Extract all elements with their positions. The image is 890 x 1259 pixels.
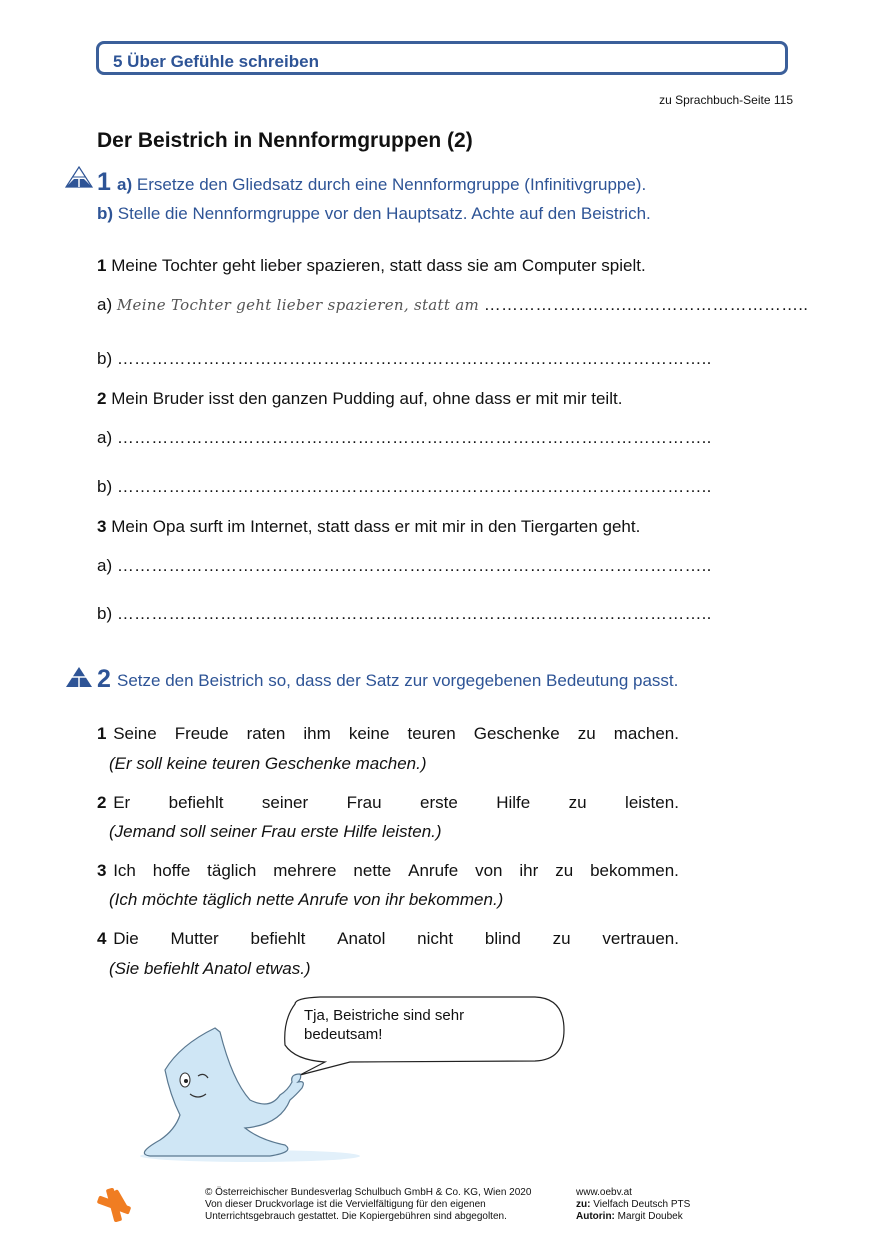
sentence-word: nette [353, 861, 392, 880]
sentence-word: Freude [174, 724, 229, 743]
sentence-word: Geschenke [473, 724, 560, 743]
sentence-word: leisten. [625, 793, 679, 812]
chapter-title: 5 Über Gefühle schreiben [113, 52, 319, 71]
task1-item-1-answer-a[interactable] [97, 295, 808, 315]
item-number: 3 [97, 517, 107, 536]
answer-dots: ………………………………………………………………………………………….. [116, 556, 712, 575]
answer-label: b) [97, 349, 113, 368]
chapter-header [96, 41, 788, 75]
task1-item-2-answer-b[interactable] [97, 477, 712, 497]
task2-item-2-explanation: (Jemand soll seiner Frau erste Hilfe leisten.) [109, 822, 442, 841]
task2-item-1-explanation: (Er soll keine teuren Geschenke machen.) [109, 754, 427, 773]
task2-item-3-explanation: (Ich möchte täglich nette Anrufe von ihr bekommen.) [109, 890, 504, 909]
item-number: 4 [97, 929, 107, 948]
task2-item-4-explanation: (Sie befiehlt Anatol etwas.) [109, 959, 311, 978]
item-sentence: Mein Bruder isst den ganzen Pudding auf, ohne dass er mit mir teilt. [111, 389, 623, 408]
answer-dots: ………………………………………………………………………………………….. [116, 428, 712, 447]
sentence-word: befiehlt [168, 793, 224, 812]
copyright-line: © Österreichischer Bundesverlag Schulbuch GmbH & Co. KG, Wien 2020 [205, 1187, 532, 1198]
task1-number: 1 [97, 168, 111, 196]
item-number: 3 [97, 861, 107, 880]
task2-item-2-sentence[interactable] [97, 793, 679, 813]
author-value: Margit Doubek [617, 1211, 683, 1222]
sentence-word: ihr [519, 861, 539, 880]
speech-bubble-text: Tja, Beistriche sind sehr bedeutsam! [304, 1007, 465, 1043]
sentence-word: zu [555, 861, 574, 880]
zu-label: zu: [576, 1199, 591, 1210]
answer-label: a) [97, 295, 113, 314]
task1-item-2-sentence [97, 389, 622, 409]
difficulty-filled-triangle-icon [65, 666, 93, 688]
task1-instruction-a [117, 175, 646, 195]
sentence-word: ihm [303, 724, 331, 743]
task1-item-1-sentence [97, 256, 646, 276]
sentence-word: zu [552, 929, 571, 948]
copyright-line: Von dieser Druckvorlage ist die Vervielfältigung für den eigenen [205, 1199, 486, 1210]
sentence-word: 3 Ich [97, 861, 136, 880]
copyright-line: Unterrichtsgebrauch gestattet. Die Kopiergebühren sind abgegolten. [205, 1211, 507, 1222]
sentence-word: erste [420, 793, 458, 812]
sentence-word: 4 Die [97, 929, 139, 948]
task1-item-2-answer-a[interactable] [97, 428, 712, 448]
mascot-figure [144, 1028, 303, 1156]
item-sentence: Meine Tochter geht lieber spazieren, statt dass sie am Computer spielt. [111, 256, 646, 275]
footer-publisher-info [576, 1187, 690, 1223]
sentence-word: von [475, 861, 503, 880]
item-number: 1 [97, 724, 107, 743]
task1-item-1-answer-b[interactable] [97, 349, 712, 369]
zu-value: Vielfach Deutsch PTS [593, 1199, 691, 1210]
task2-item-4-sentence[interactable] [97, 929, 679, 949]
item-number: 2 [97, 793, 107, 812]
task1-a-label: a) [117, 175, 133, 194]
handwritten-answer: Meine Tochter geht lieber spazieren, statt am [116, 296, 480, 314]
sentence-word: raten [246, 724, 286, 743]
sentence-word: seiner [261, 793, 309, 812]
task1-instruction-b [97, 204, 651, 224]
task2-item-3-sentence[interactable] [97, 861, 679, 881]
sentence-word: zu [568, 793, 587, 812]
answer-dots: ………………………………………………………………………………………….. [116, 477, 712, 496]
answer-dots: ………………………………………………………………………………………….. [116, 604, 712, 623]
task2-number: 2 [97, 665, 111, 693]
sentence-word: Mutter [170, 929, 219, 948]
task1-item-3-answer-b[interactable] [97, 604, 712, 624]
footer-copyright [205, 1187, 531, 1223]
answer-label: a) [97, 556, 113, 575]
author-label: Autorin: [576, 1211, 615, 1222]
sentence-word: blind [484, 929, 521, 948]
item-number: 2 [97, 389, 107, 408]
sentence-word: vertrauen. [602, 929, 679, 948]
answer-label: a) [97, 428, 113, 447]
oebv-logo-icon [96, 1186, 132, 1224]
task2-instruction: Setze den Beistrich so, dass der Satz zur vorgegebenen Bedeutung passt. [117, 671, 679, 690]
sentence-word: Frau [346, 793, 382, 812]
page-reference: zu Sprachbuch-Seite 115 [659, 93, 793, 107]
difficulty-outline-triangle-icon [65, 166, 93, 188]
sentence-word: Anatol [337, 929, 386, 948]
sentence-word: teuren [407, 724, 456, 743]
sentence-word: Anrufe [408, 861, 459, 880]
task1-b-text: Stelle die Nennformgruppe vor den Hauptsatz. Achte auf den Beistrich. [117, 204, 651, 223]
task1-a-text: Ersetze den Gliedsatz durch eine Nennformgruppe (Infinitivgruppe). [136, 175, 647, 194]
task2-item-1-sentence[interactable] [97, 724, 679, 744]
item-number: 1 [97, 256, 107, 275]
sentence-word: zu [577, 724, 596, 743]
task1-item-3-sentence [97, 517, 640, 537]
answer-label: b) [97, 477, 113, 496]
sentence-word: Hilfe [496, 793, 531, 812]
sentence-word: 1 Seine [97, 724, 157, 743]
sentence-word: bekommen. [590, 861, 679, 880]
sentence-word: machen. [613, 724, 679, 743]
sentence-word: befiehlt [250, 929, 306, 948]
sentence-word: mehrere [273, 861, 337, 880]
page-title: Der Beistrich in Nennformgruppen (2) [97, 129, 473, 152]
item-sentence: Mein Opa surft im Internet, statt dass er mit mir in den Tiergarten geht. [111, 517, 641, 536]
answer-dots: …………………….………………………….. [483, 295, 809, 314]
sentence-word: nicht [417, 929, 454, 948]
sentence-word: keine [348, 724, 390, 743]
sentence-word: 2 Er [97, 793, 131, 812]
sentence-word: hoffe [152, 861, 191, 880]
task1-b-label: b) [97, 204, 114, 223]
website-link[interactable]: www.oebv.at [576, 1187, 632, 1198]
task1-item-3-answer-a[interactable] [97, 556, 712, 576]
answer-dots: ………………………………………………………………………………………….. [116, 349, 712, 368]
sentence-word: täglich [207, 861, 257, 880]
answer-label: b) [97, 604, 113, 623]
